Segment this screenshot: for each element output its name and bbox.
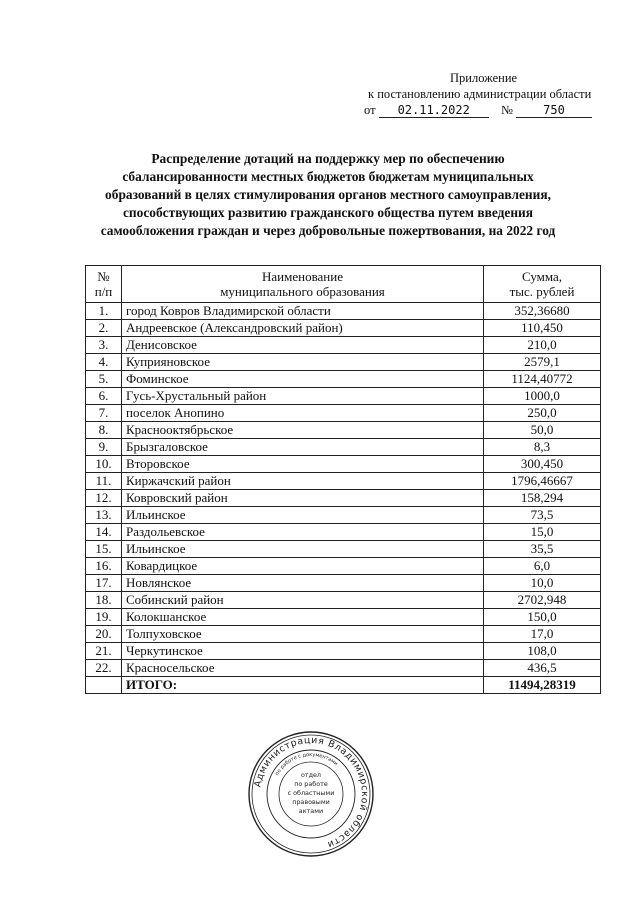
title-line: самообложения граждан и через добровольные пожертвования, на 2022 год: [100, 223, 556, 238]
title-line: способствующих развитию гражданского общества путем введения: [122, 205, 534, 220]
row-sum: 15,0: [484, 524, 601, 541]
title-line: Распределение дотаций на поддержку мер по обеспечению: [151, 151, 505, 166]
row-name: Краснооктябрьское: [122, 422, 484, 439]
header-name-line1: Наименование: [262, 269, 343, 284]
total-sum: 11494,28319: [484, 677, 601, 694]
decree-date: 02.11.2022: [379, 103, 489, 118]
row-num: 9.: [86, 439, 122, 456]
row-sum: 300,450: [484, 456, 601, 473]
table-row: [86, 354, 601, 371]
row-name: Второвское: [122, 456, 484, 473]
row-sum: 110,450: [484, 320, 601, 337]
row-name: Фоминское: [122, 371, 484, 388]
row-name: Красносельское: [122, 660, 484, 677]
title-line: сбалансированности местных бюджетов бюджетам муниципальных: [122, 169, 534, 184]
row-name: Брызгаловское: [122, 439, 484, 456]
row-name: город Ковров Владимирской области: [122, 303, 484, 320]
row-sum: 436,5: [484, 660, 601, 677]
table-row: [86, 660, 601, 677]
row-num: 1.: [86, 303, 122, 320]
header-name-line2: муниципального образования: [220, 284, 385, 299]
row-name: Ковардицкое: [122, 558, 484, 575]
row-num: 22.: [86, 660, 122, 677]
distribution-table: [85, 265, 601, 694]
row-num: 15.: [86, 541, 122, 558]
table-row: [86, 422, 601, 439]
row-sum: 210,0: [484, 337, 601, 354]
row-num: 12.: [86, 490, 122, 507]
stamp-center-line: актами: [298, 807, 324, 815]
stamp-inner-text: по работе с документами: [274, 751, 339, 777]
row-name: Собинский район: [122, 592, 484, 609]
number-prefix: №: [500, 103, 513, 117]
row-num: 3.: [86, 337, 122, 354]
row-num: 19.: [86, 609, 122, 626]
row-name: Новлянское: [122, 575, 484, 592]
table-row: [86, 524, 601, 541]
table-row: [86, 473, 601, 490]
row-name: Колокшанское: [122, 609, 484, 626]
table-row: [86, 490, 601, 507]
row-name: Черкутинское: [122, 643, 484, 660]
appendix-date-line: [364, 102, 592, 118]
table-row: [86, 575, 601, 592]
row-sum: 158,294: [484, 490, 601, 507]
row-num: 20.: [86, 626, 122, 643]
row-num: 10.: [86, 456, 122, 473]
stamp-outer-text: Администрация Владимирской области: [252, 734, 371, 851]
row-num: 5.: [86, 371, 122, 388]
row-num: 13.: [86, 507, 122, 524]
row-num: 16.: [86, 558, 122, 575]
stamp-center-line: с областными: [287, 789, 335, 797]
row-name: поселок Анопино: [122, 405, 484, 422]
table-row: [86, 337, 601, 354]
header-sum-line1: Сумма,: [521, 269, 563, 284]
table-row: [86, 609, 601, 626]
header-sum: [484, 266, 601, 303]
row-num: 4.: [86, 354, 122, 371]
row-sum: 2579,1: [484, 354, 601, 371]
row-sum: 1796,46667: [484, 473, 601, 490]
header-num: [86, 266, 122, 303]
total-label: ИТОГО:: [122, 677, 484, 694]
table-body: [86, 303, 601, 694]
row-sum: 6,0: [484, 558, 601, 575]
row-name: Денисовское: [122, 337, 484, 354]
row-sum: 2702,948: [484, 592, 601, 609]
stamp-center-line: отдел: [300, 771, 322, 779]
row-sum: 35,5: [484, 541, 601, 558]
row-sum: 352,36680: [484, 303, 601, 320]
row-name: Гусь-Хрустальный район: [122, 388, 484, 405]
stamp-center-line: правовыми: [292, 798, 330, 806]
row-sum: 1124,40772: [484, 371, 601, 388]
row-num: 7.: [86, 405, 122, 422]
official-stamp: [247, 730, 375, 858]
appendix-decree-text: к постановлению администрации области: [368, 87, 592, 101]
table-row: [86, 303, 601, 320]
header-num-line2: п/п: [94, 284, 113, 299]
row-sum: 108,0: [484, 643, 601, 660]
total-empty-cell: [86, 677, 122, 694]
row-num: 6.: [86, 388, 122, 405]
table-row: [86, 456, 601, 473]
table-row: [86, 626, 601, 643]
row-name: Куприяновское: [122, 354, 484, 371]
table-row: [86, 541, 601, 558]
row-num: 2.: [86, 320, 122, 337]
row-sum: 17,0: [484, 626, 601, 643]
row-sum: 10,0: [484, 575, 601, 592]
header-sum-line2: тыс. рублей: [509, 284, 575, 299]
row-name: Ильинское: [122, 541, 484, 558]
appendix-label: Приложение: [450, 71, 518, 85]
document-title: [78, 150, 578, 240]
row-sum: 8,3: [484, 439, 601, 456]
row-sum: 150,0: [484, 609, 601, 626]
total-row: [86, 677, 601, 694]
table-row: [86, 592, 601, 609]
table-row: [86, 388, 601, 405]
row-name: Ильинское: [122, 507, 484, 524]
decree-number: 750: [516, 103, 592, 118]
row-name: Раздольевское: [122, 524, 484, 541]
row-name: Толпуховское: [122, 626, 484, 643]
row-num: 11.: [86, 473, 122, 490]
row-sum: 1000,0: [484, 388, 601, 405]
appendix-decree-line: [364, 86, 591, 102]
row-name: Ковровский район: [122, 490, 484, 507]
stamp-center-line: по работе: [294, 780, 328, 788]
table-row: [86, 643, 601, 660]
title-line: образований в целях стимулирования органов местного самоуправления,: [105, 187, 551, 202]
row-sum: 50,0: [484, 422, 601, 439]
row-name: Киржачский район: [122, 473, 484, 490]
date-prefix: от: [364, 103, 376, 117]
row-num: 21.: [86, 643, 122, 660]
table-row: [86, 558, 601, 575]
row-num: 8.: [86, 422, 122, 439]
table-row: [86, 507, 601, 524]
row-num: 18.: [86, 592, 122, 609]
header-name: [122, 266, 484, 303]
table-row: [86, 405, 601, 422]
row-sum: 73,5: [484, 507, 601, 524]
row-name: Андреевское (Александровский район): [122, 320, 484, 337]
table-header-row: [86, 266, 601, 303]
table-row: [86, 371, 601, 388]
row-num: 14.: [86, 524, 122, 541]
header-num-line1: №: [97, 269, 110, 284]
row-num: 17.: [86, 575, 122, 592]
row-sum: 250,0: [484, 405, 601, 422]
table-row: [86, 439, 601, 456]
table-row: [86, 320, 601, 337]
